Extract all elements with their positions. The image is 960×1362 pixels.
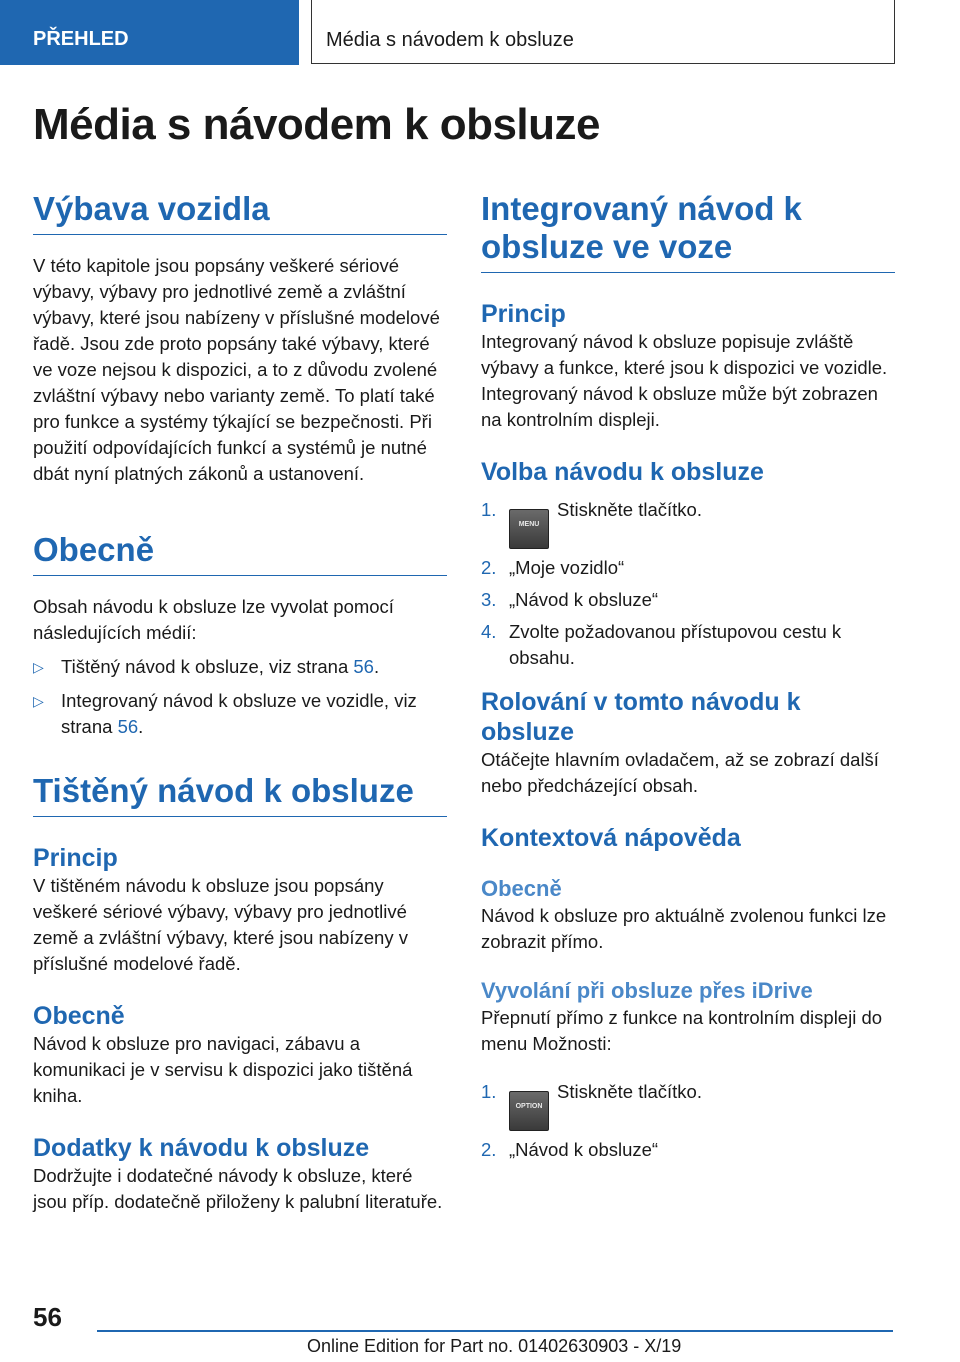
rolovani-text: Otáčejte hlavním ovladačem, až se zobrazí další nebo předcházející obsah. (481, 749, 879, 796)
heading-vybava: Výbava vozidla (33, 190, 447, 235)
page-link[interactable]: 56 (117, 716, 139, 737)
triangle-bullet-icon: ▷ (33, 693, 44, 709)
list-item: 3. „Návod k obsluze“ (481, 589, 659, 610)
chapter-tab[interactable] (311, 0, 895, 64)
heading-obecne-tisteny: Obecně (33, 1002, 125, 1030)
section-tab[interactable] (0, 0, 299, 65)
right-column (481, 190, 895, 1169)
list-item: 4. Zvolte požadovanou přístupovou cestu k obsahu. (481, 621, 842, 668)
dodatky-text: Dodržujte i dodatečné návody k obsluze, které jsou příp. dodatečně přiloženy k palubní literatuře. (33, 1165, 443, 1212)
heading-idrive: Vyvolání při obsluze přes iDrive (481, 978, 813, 1003)
page-number: 56 (33, 1302, 62, 1332)
media-list (33, 654, 447, 740)
list-item: 2. „Moje vozidlo“ (481, 557, 625, 578)
obecne-tisteny-text: Návod k obsluze pro navigaci, zábavu a komunikaci je v servisu k dispozici jako tištěná kniha. (33, 1033, 413, 1106)
page-title: Média s návodem k obsluze (33, 100, 600, 149)
kontext-steps (481, 1079, 895, 1163)
heading-kontext: Kontextová nápověda (481, 824, 741, 852)
princip-text: V tištěném návodu k obsluze jsou popsány veškeré sériové výbavy, výbavy pro jednotlivé země a zvláštní výbavy, které jsou nabízeny v příslušné modelové řadě. (33, 875, 408, 974)
obecne-text: Obsah návodu k obsluze lze vyvolat pomocí následujících médií: (33, 596, 394, 643)
obecne-kontext-text: Návod k obsluze pro aktuálně zvolenou funkci lze zobrazit přímo. (481, 905, 887, 952)
heading-dodatky: Dodatky k návodu k obsluze (33, 1134, 370, 1162)
heading-princip-integrovany: Princip (481, 300, 566, 328)
left-column (33, 190, 447, 1215)
list-item: 1. MENUStiskněte tlačítko. (481, 497, 895, 549)
heading-tisteny: Tištěný návod k obsluze (33, 772, 447, 817)
list-item: 2. „Návod k obsluze“ (481, 1139, 659, 1160)
heading-princip: Princip (33, 844, 118, 872)
page-link[interactable]: 56 (353, 656, 374, 677)
vybava-text: V této kapitole jsou popsány veškeré sériové výbavy, výbavy pro jednotlivé země a zvláštní výbavy, které jsou nabízeny v příslušné modelové řadě. Jsou zde proto popsány také výbavy, které ve voze nejsou k dispozici, a to z důvodu zvolené zvláštní výbavy nebo varianty země. To platí také pro funkce a systémy týkající se bezpečnosti. Při použití odpovídajících funkcí a systémů je nutné dbát nyní platných zákonů a ustanovení. (33, 255, 440, 484)
heading-integrovany: Integrovaný návod k obsluze ve voze (481, 190, 895, 273)
idrive-text: Přepnutí přímo z funkce na kontrolním displeji do menu Možnosti: (481, 1007, 883, 1054)
volba-steps (481, 497, 895, 671)
footer-divider (97, 1330, 893, 1332)
option-button-icon: OPTION (509, 1091, 549, 1131)
chapter-tab-label: Média s návodem k obsluze (326, 29, 574, 51)
list-item: ▷ Tištěný návod k obsluze, viz strana 56. (33, 654, 447, 680)
list-item: 1. OPTIONStiskněte tlačítko. (481, 1079, 895, 1131)
princip-integrovany-text: Integrovaný návod k obsluze popisuje zvláště výbavy a funkce, které jsou k dispozici ve vozidle. Integrovaný návod k obsluze může být zobrazen na kontrolním displeji. (481, 331, 888, 430)
heading-rolovani: Rolování v tomto návodu k obsluze (481, 688, 801, 746)
footer-edition: Online Edition for Part no. 01402630903 - X/19 (307, 1336, 682, 1356)
triangle-bullet-icon: ▷ (33, 659, 44, 675)
section-tab-label: PŘEHLED (33, 28, 129, 50)
heading-volba: Volba návodu k obsluze (481, 458, 764, 486)
heading-obecne: Obecně (33, 531, 447, 576)
menu-button-icon: MENU (509, 509, 549, 549)
heading-obecne-kontext: Obecně (481, 876, 562, 901)
list-item: ▷ Integrovaný návod k obsluze ve vozidle, viz strana 56. (33, 690, 417, 737)
